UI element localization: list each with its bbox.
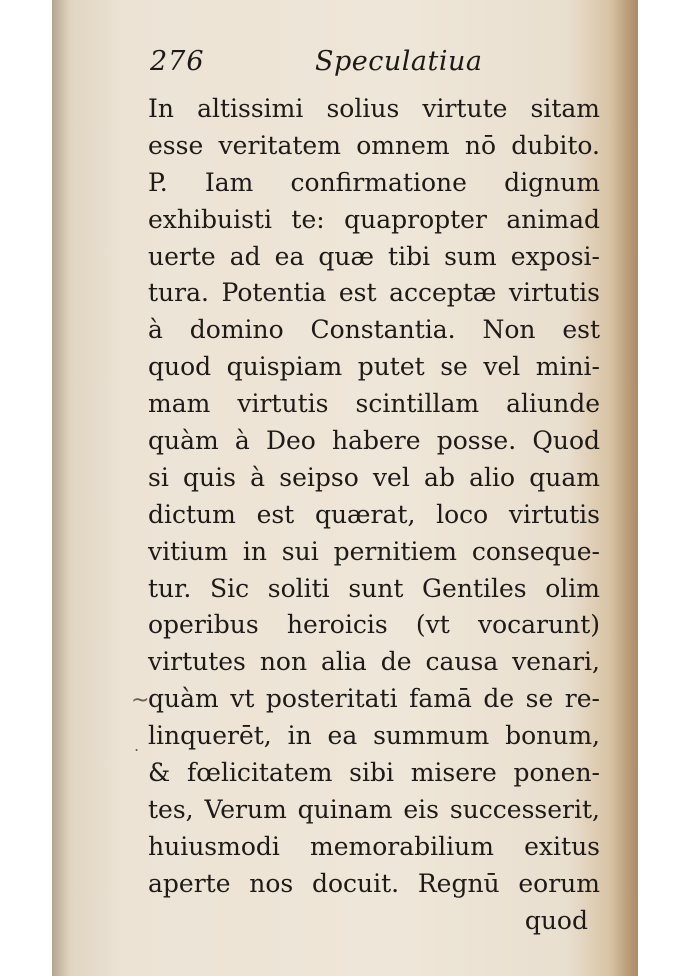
text-line: quod quispiam putet se vel mini- — [148, 352, 600, 382]
text-line: esse veritatem omnem nō dubito. — [148, 130, 600, 160]
text-line: à domino Constantia. Non est — [148, 315, 600, 345]
text-line: uerte ad ea quæ tibi sum exposi- — [148, 241, 600, 271]
page-header — [150, 46, 590, 88]
text-line: quàm à Deo habere posse. Quod — [148, 426, 600, 456]
text-line: quàm vt posteritati famā de se re- — [148, 684, 600, 714]
text-line: virtutes non alia de causa venari, — [148, 647, 600, 677]
text-line: tes, Verum quinam eis successerit, — [148, 794, 600, 824]
text-line: tur. Sic soliti sunt Gentiles olim — [148, 573, 600, 603]
text-line: mam virtutis scintillam aliunde — [148, 389, 600, 419]
book-page — [52, 0, 638, 976]
text-line: si quis à seipso vel ab alio quam — [148, 462, 600, 492]
text-line: aperte nos docuit. Regnū eorum — [148, 868, 600, 898]
text-line: linquerēt, in ea summum bonum, — [148, 721, 600, 751]
margin-mark-dash: ~ — [131, 688, 150, 713]
text-line: In altissimi solius virtute sitam — [148, 94, 600, 123]
text-line: huiusmodi memorabilium exitus — [148, 831, 600, 861]
text-line: P. Iam confirmatione dignum — [148, 167, 600, 197]
text-line: tura. Potentia est acceptæ virtutis — [148, 278, 600, 308]
margin-mark-dot: . — [134, 736, 140, 755]
running-head: Speculatiua — [315, 46, 483, 77]
text-line: dictum est quærat, loco virtutis — [148, 499, 600, 529]
text-line: vitium in sui pernitiem conseque- — [148, 536, 600, 566]
body-text — [148, 91, 600, 939]
text-line: exhibuisti te: quapropter animad — [148, 204, 600, 234]
catchword: quod — [524, 905, 588, 935]
page-number: 276 — [150, 46, 205, 77]
text-line: & fœlicitatem sibi misere ponen- — [148, 758, 600, 788]
text-line: operibus heroicis (vt vocarunt) — [148, 610, 600, 640]
